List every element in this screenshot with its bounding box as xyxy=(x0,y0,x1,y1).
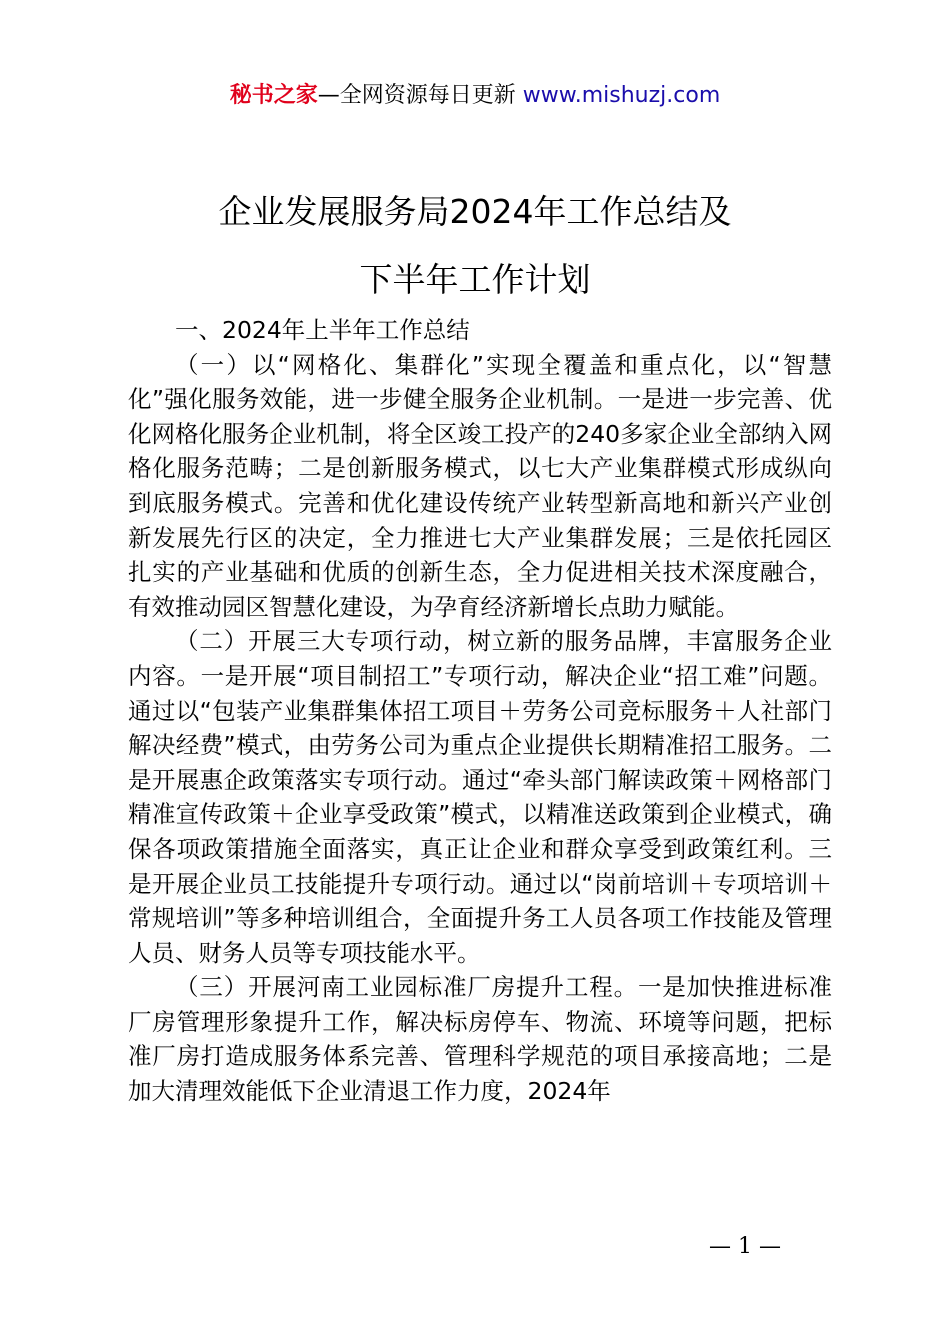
document-body xyxy=(128,313,832,1109)
section-heading: 一、2024年上半年工作总结 xyxy=(175,316,470,344)
page-number: — 1 — xyxy=(709,1234,781,1259)
document-title-line-2: 下半年工作计划 xyxy=(359,260,591,299)
site-banner xyxy=(0,80,950,112)
body-paragraph-3: （三）开展河南工业园标准厂房提升工程。一是加快推进标准厂房管理形象提升工作，解决标房停车、物流、环境等问题，把标准厂房打造成服务体系完善、管理科学规范的项目承接高地；二是加大清理效能低下企业清退工作力度，2024年 xyxy=(128,973,832,1106)
site-url-link[interactable]: www.mishuzj.com xyxy=(522,83,721,108)
banner-slogan: —全网资源每日更新 xyxy=(317,83,516,108)
document-title-line-1: 企业发展服务局2024年工作总结及 xyxy=(218,192,732,231)
body-paragraph-1: （一）以“网格化、集群化”实现全覆盖和重点化，以“智慧化”强化服务效能，进一步健全服务企业机制。一是进一步完善、优化网格化服务企业机制，将全区竣工投产的240多家企业全部纳入网格化服务范畴；二是创新服务模式，以七大产业集群模式形成纵向到底服务模式。完善和优化建设传统产业转型新高地和新兴产业创新发展先行区的决定，全力推进七大产业集群发展；三是依托园区扎实的产业基础和优质的创新生态，全力促进相关技术深度融合，有效推动园区智慧化建设，为孕育经济新增长点助力赋能。 xyxy=(128,350,832,621)
body-paragraph-2: （二）开展三大专项行动，树立新的服务品牌，丰富服务企业内容。一是开展“项目制招工”专项行动，解决企业“招工难”问题。通过以“包装产业集群集体招工项目＋劳务公司竞标服务＋人社部门解决经费”模式，由劳务公司为重点企业提供长期精准招工服务。二是开展惠企政策落实专项行动。通过“牵头部门解读政策＋网格部门精准宣传政策＋企业享受政策”模式，以精准送政策到企业模式，确保各项政策措施全面落实，真正让企业和群众享受到政策红利。三是开展企业员工技能提升专项行动。通过以“岗前培训＋专项培训＋常规培训”等多种培训组合，全面提升务工人员各项工作技能及管理人员、财务人员等专项技能水平。 xyxy=(128,627,832,967)
brand-name: 秘书之家 xyxy=(229,83,318,108)
